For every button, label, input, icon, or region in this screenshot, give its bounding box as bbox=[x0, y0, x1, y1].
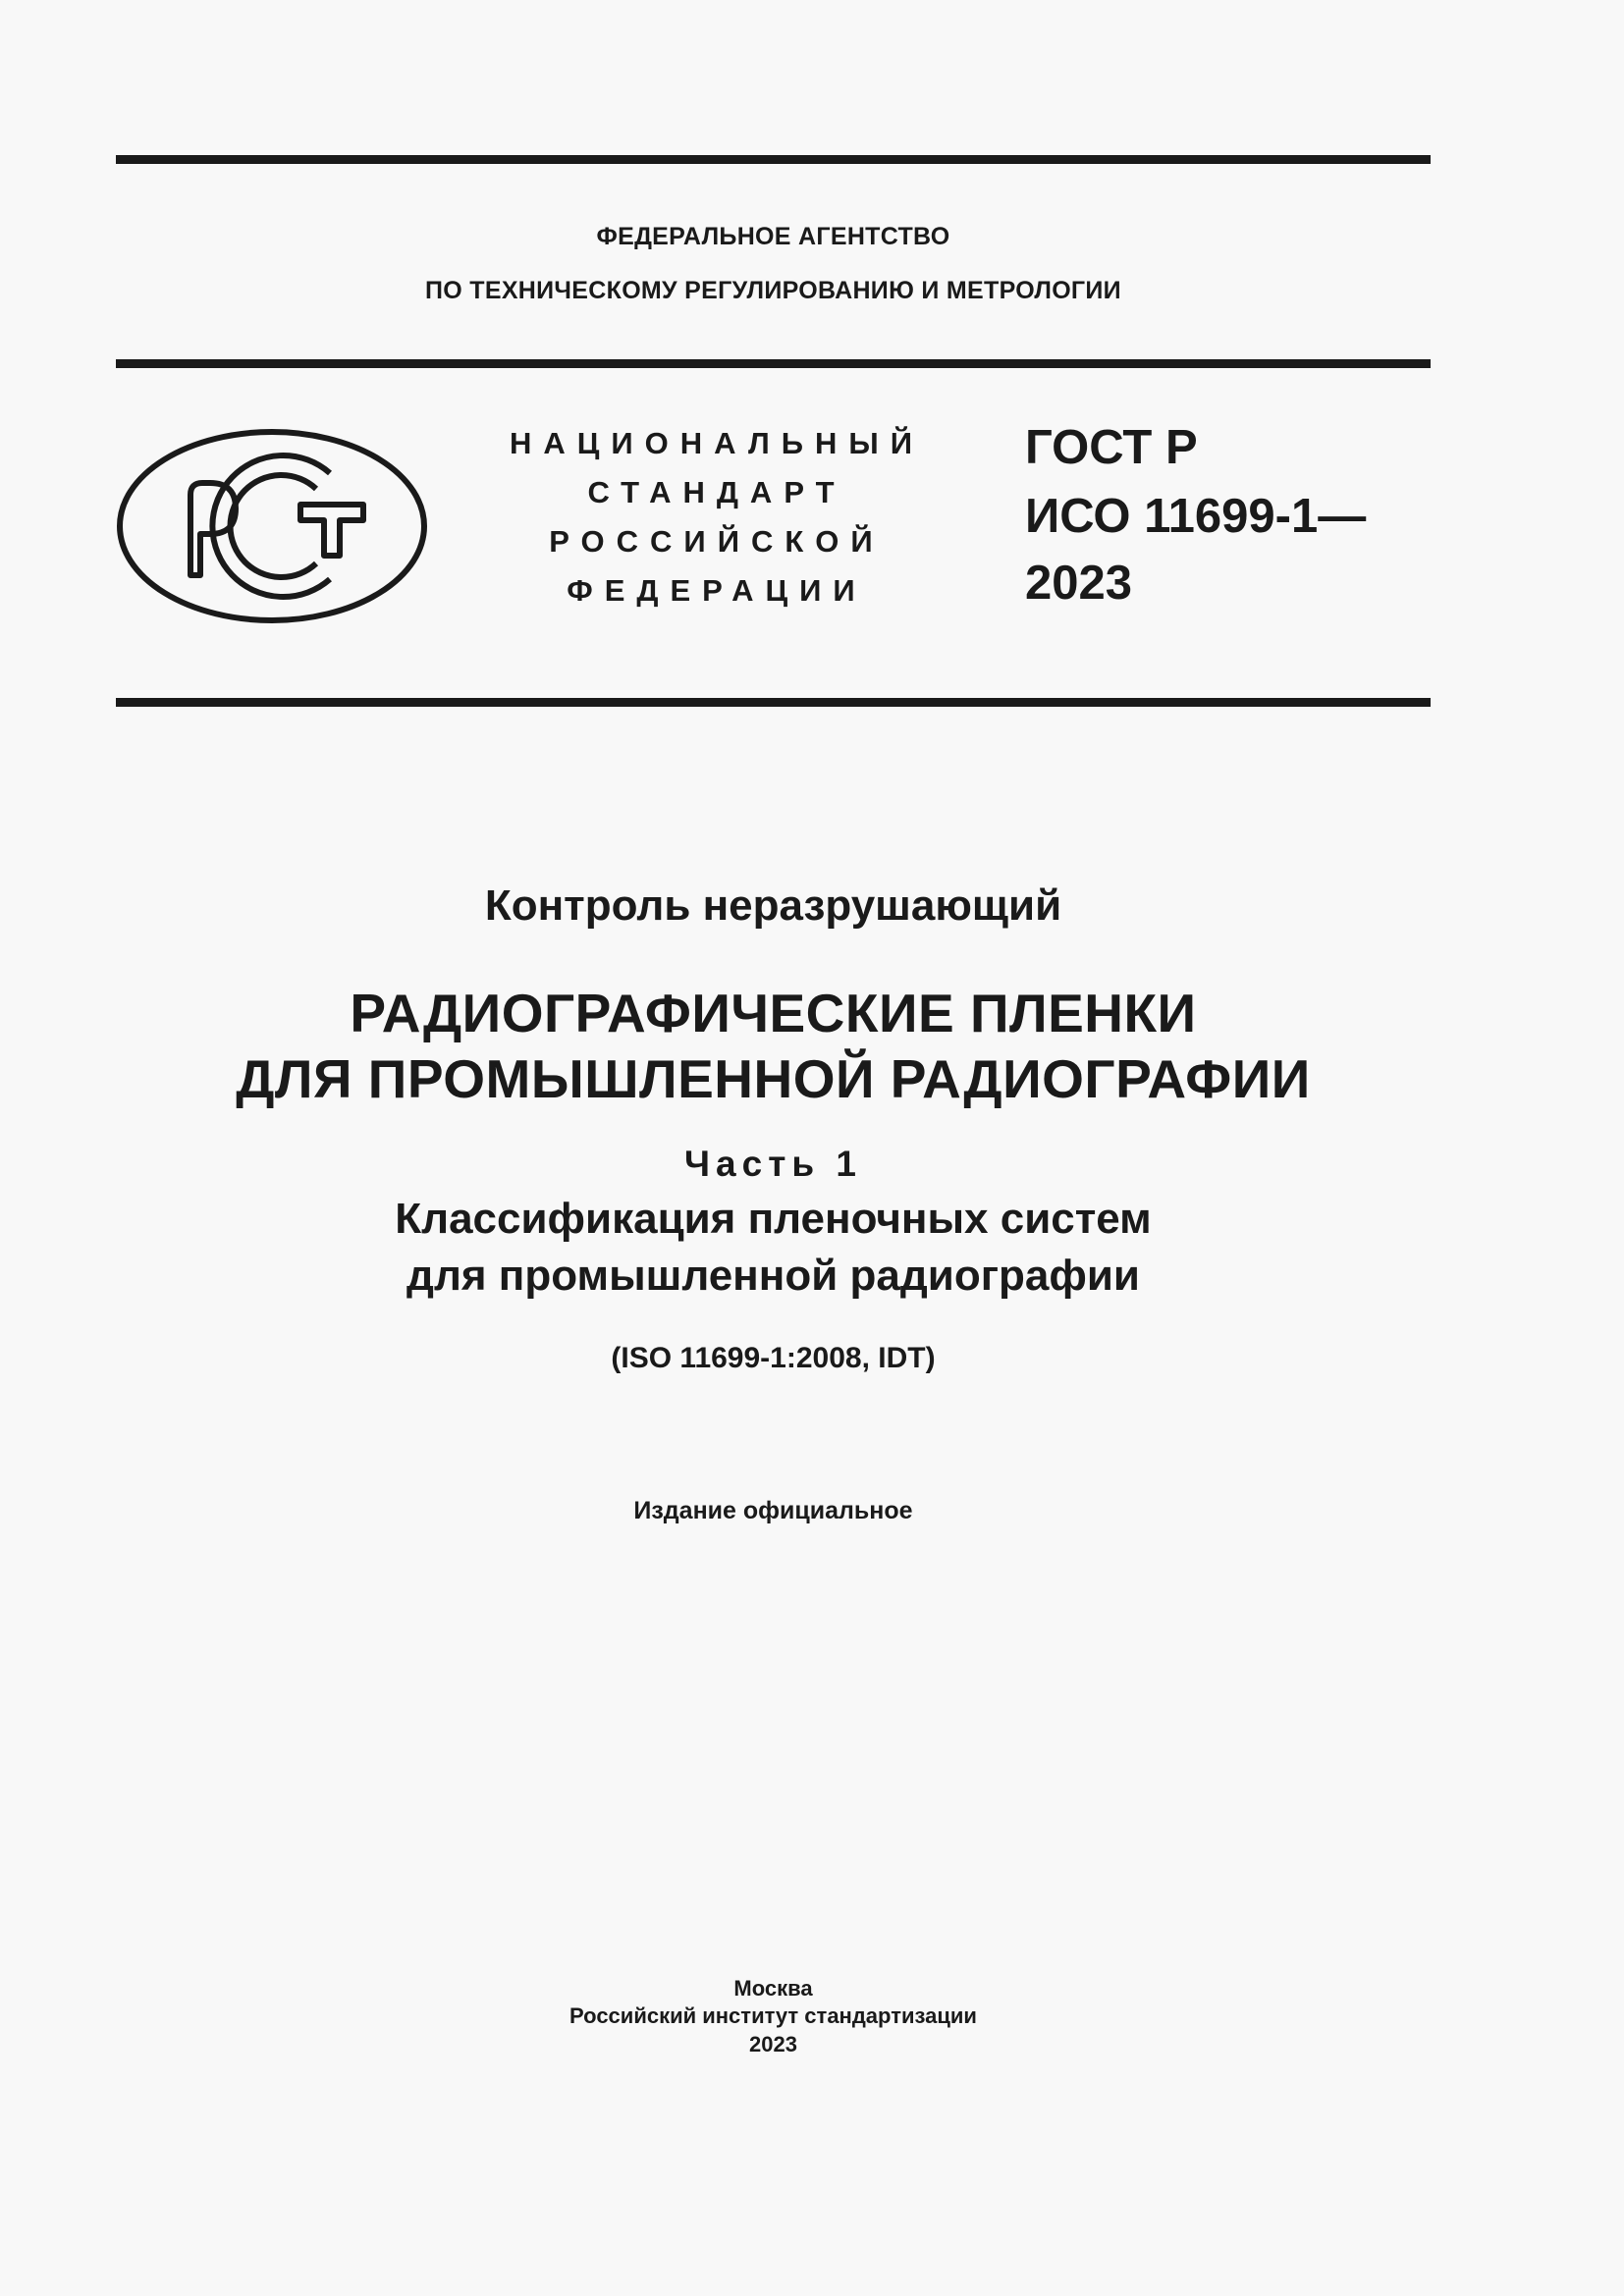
national-standard-line-3: РОССИЙСКОЙ bbox=[549, 524, 885, 559]
national-standard-line-4: ФЕДЕРАЦИИ bbox=[567, 573, 867, 608]
part-title-line-2: для промышленной радиографии bbox=[406, 1252, 1140, 1300]
national-standard-line-2: СТАНДАРТ bbox=[587, 475, 846, 509]
bottom-rule bbox=[116, 698, 1431, 707]
edition-note: Издание официальное bbox=[633, 1497, 913, 1524]
agency-name-line-1: ФЕДЕРАЛЬНОЕ АГЕНТСТВО bbox=[596, 223, 950, 250]
document-title-line-2: ДЛЯ ПРОМЫШЛЕННОЙ РАДИОГРАФИИ bbox=[236, 1048, 1311, 1109]
designation-line-2: ИСО 11699-1— bbox=[1025, 490, 1367, 543]
top-rule bbox=[116, 155, 1431, 164]
part-number: Часть 1 bbox=[684, 1144, 862, 1184]
publisher-organization: Российский институт стандартизации bbox=[569, 2003, 977, 2028]
document-title-line-1: РАДИОГРАФИЧЕСКИЕ ПЛЕНКИ bbox=[350, 983, 1197, 1043]
designation-line-3: 2023 bbox=[1025, 557, 1133, 610]
middle-rule bbox=[116, 359, 1431, 368]
rst-logo-icon bbox=[116, 428, 428, 624]
designation-line-1: ГОСТ Р bbox=[1025, 421, 1198, 474]
national-standard-line-1: НАЦИОНАЛЬНЫЙ bbox=[509, 426, 925, 460]
agency-name-line-2: ПО ТЕХНИЧЕСКОМУ РЕГУЛИРОВАНИЮ И МЕТРОЛОГИИ bbox=[425, 277, 1121, 304]
iso-reference: (ISO 11699-1:2008, IDT) bbox=[611, 1342, 936, 1374]
rst-logo-graphic bbox=[116, 428, 428, 624]
part-title-line-1: Классификация пленочных систем bbox=[395, 1195, 1152, 1243]
publisher-city: Москва bbox=[733, 1976, 813, 2001]
publication-year: 2023 bbox=[749, 2032, 797, 2056]
document-subject: Контроль неразрушающий bbox=[484, 881, 1062, 930]
